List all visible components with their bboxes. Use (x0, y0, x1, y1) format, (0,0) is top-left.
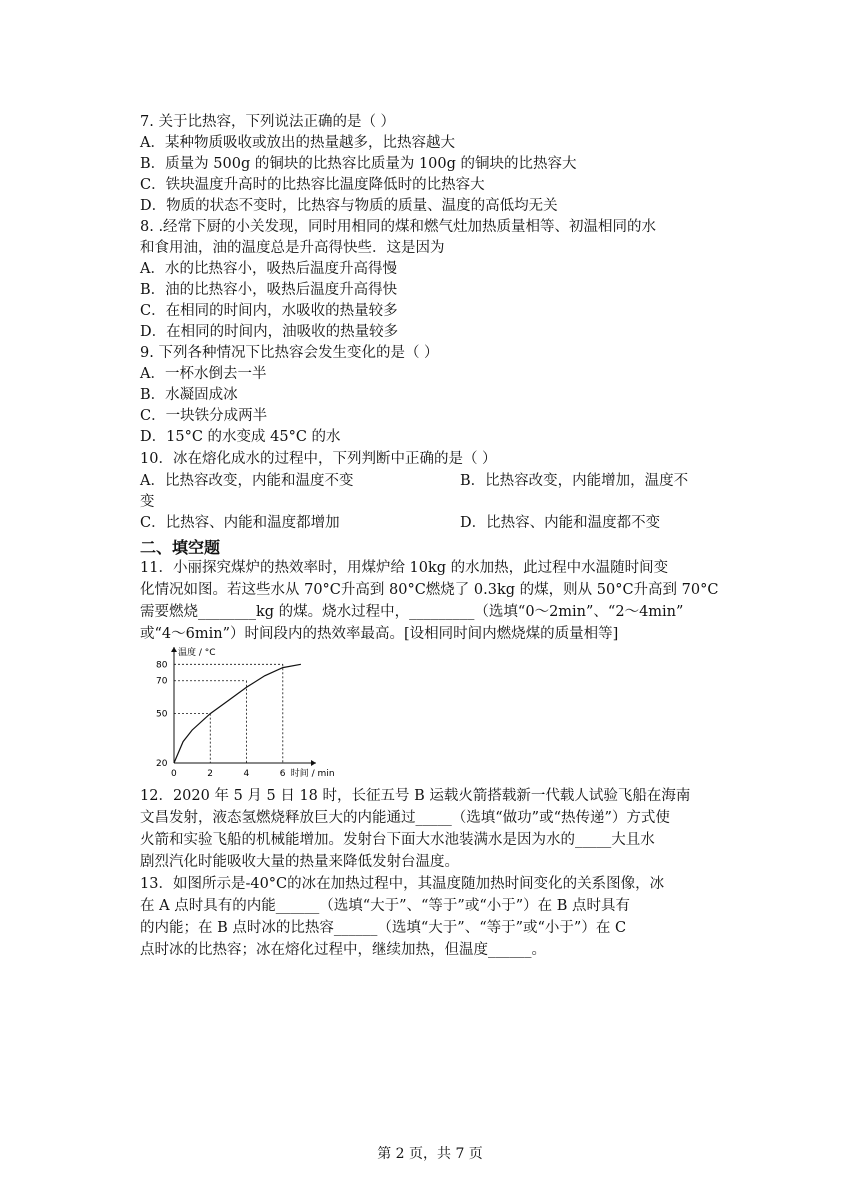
question-8-option-a: A．水的比热容小，吸热后温度升高得慢 (140, 261, 397, 277)
question-12-line-4: 剧烈汽化时能吸收大量的热量来降低发射台温度。 (140, 854, 459, 870)
question-10-option-b-continued: 变 (140, 494, 155, 510)
x-tick-label: 0 (171, 769, 177, 779)
y-axis-arrow (171, 647, 177, 652)
question-12-line-1: 12．2020 年 5 月 5 日 18 时，长征五号 B 运载火箭搭载新一代载人试验飞船在海南 (140, 788, 691, 804)
question-11-line-3: 需要燃烧________kg 的煤。烧水过程中，_________（选填“0～2min”、“2～4min” (140, 604, 684, 620)
page-footer: 第 2 页，共 7 页 (377, 1146, 483, 1162)
question-7-stem: 7. 关于比热容，下列说法正确的是（ ） (140, 114, 396, 130)
question-7-option-c: C．铁块温度升高时的比热容比温度降低时的比热容大 (140, 177, 485, 193)
question-13-line-1: 13．如图所示是-40°C的冰在加热过程中，其温度随加热时间变化的关系图像，冰 (140, 876, 665, 892)
temperature-curve (174, 664, 301, 763)
x-axis-label: 时间 / min (290, 769, 335, 779)
question-12-line-3: 火箭和实验飞船的机械能增加。发射台下面大水池装满水是因为水的_____大且水 (140, 832, 655, 848)
question-7-option-a: A．某种物质吸收或放出的热量越多，比热容越大 (140, 135, 455, 151)
section-heading-fill-in: 二、填空题 (140, 538, 221, 557)
question-13-line-2: 在 A 点时具有的内能______（选填“大于”、“等于”或“小于”）在 B 点时具有 (140, 898, 631, 914)
question-10-option-c: C．比热容、内能和温度都增加 (140, 515, 340, 531)
y-tick-label: 50 (156, 709, 168, 720)
question-7-option-d: D．物质的状态不变时，比热容与物质的质量、温度的高低均无关 (140, 198, 558, 214)
question-13-line-4: 点时冰的比热容；冰在熔化过程中，继续加热，但温度______。 (140, 942, 546, 958)
question-8-stem-line-2: 和食用油，油的温度总是升高得快些．这是因为 (140, 240, 445, 256)
x-tick-label: 4 (243, 769, 250, 779)
question-13-line-3: 的内能；在 B 点时冰的比热容______（选填“大于”、“等于”或“小于”）在 C (140, 920, 627, 936)
x-axis-arrow (311, 760, 316, 766)
question-11-line-4: 或“4～6min”）时间段内的热效率最高。[设相同时间内燃烧煤的质量相等] (140, 626, 619, 642)
question-12-line-2: 文昌发射，液态氢燃烧释放巨大的内能通过_____（选填“做功”或“热传递”）方式使 (140, 810, 670, 826)
question-8-stem-line-1: 8. .经常下厨的小关发现，同时用相同的煤和燃气灶加热质量相等、初温相同的水 (140, 219, 657, 235)
question-10-stem: 10．冰在熔化成水的过程中，下列判断中正确的是（ ） (140, 451, 497, 467)
question-11-line-1: 11．小丽探究煤炉的热效率时，用煤炉给 10kg 的水加热，此过程中水温随时间变 (140, 560, 669, 576)
y-tick-label: 70 (156, 676, 168, 687)
question-9-option-a: A．一杯水倒去一半 (140, 366, 267, 382)
y-axis-label: 温度 / °C (178, 648, 216, 658)
question-9-option-c: C．一块铁分成两半 (140, 408, 268, 424)
question-9-option-d: D．15°C 的水变成 45°C 的水 (140, 429, 341, 445)
x-tick-label: 6 (279, 769, 286, 779)
question-8-option-d: D．在相同的时间内，油吸收的热量较多 (140, 324, 399, 340)
temperature-time-graph (140, 643, 340, 783)
question-7-option-b: B．质量为 500g 的铜块的比热容比质量为 100g 的铜块的比热容大 (140, 156, 577, 172)
question-8-option-c: C．在相同的时间内，水吸收的热量较多 (140, 303, 398, 319)
y-tick-label: 20 (156, 759, 168, 769)
x-tick-label: 2 (207, 769, 214, 779)
question-9-option-b: B．水凝固成冰 (140, 387, 238, 403)
y-tick-label: 80 (156, 660, 168, 671)
question-10-options-row-1 (140, 471, 730, 491)
question-10-options-row-2 (140, 513, 730, 533)
question-10-option-b: B．比热容改变，内能增加，温度不 (460, 473, 689, 489)
question-11-line-2: 化情况如图。若这些水从 70°C升高到 80°C燃烧了 0.3kg 的煤，则从 50°C升高到 70°C (140, 582, 719, 598)
question-10-option-d: D．比热容、内能和温度都不变 (460, 515, 661, 531)
question-10-option-a: A．比热容改变，内能和温度不变 (140, 473, 354, 489)
question-8-option-b: B．油的比热容小，吸热后温度升高得快 (140, 282, 398, 298)
question-9-stem: 9. 下列各种情况下比热容会发生变化的是（ ） (140, 345, 439, 361)
